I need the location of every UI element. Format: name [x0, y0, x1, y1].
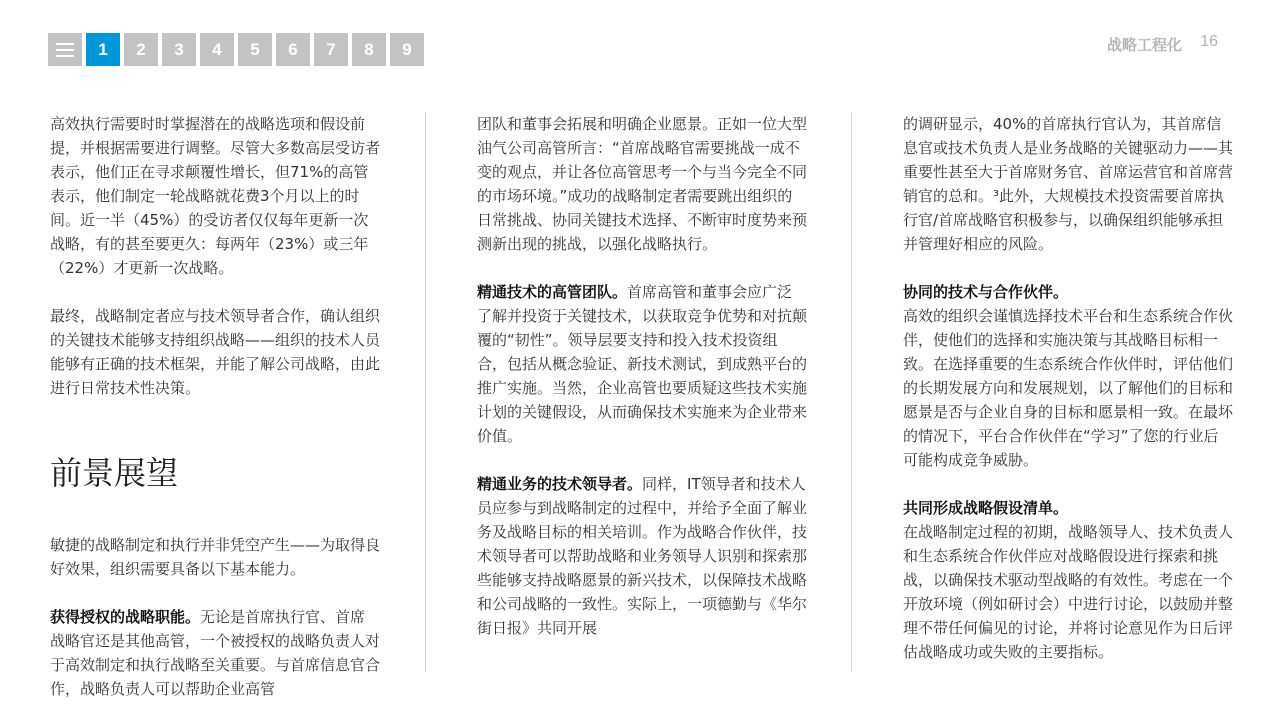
page-nav-4[interactable]: 4	[200, 33, 234, 66]
page-nav-8[interactable]: 8	[352, 33, 386, 66]
paragraph-body: 无论是首席执行官、首席战略官还是其他高管，一个被授权的战略负责人对于高效制定和执行战略至关重要。与首席信息官合作，战略负责人可以帮助企业高管	[50, 608, 381, 698]
page-nav-9[interactable]: 9	[390, 33, 424, 66]
page-nav-3[interactable]: 3	[162, 33, 196, 66]
page-nav-6[interactable]: 6	[276, 33, 310, 66]
paragraph	[477, 280, 807, 448]
text-column-2	[477, 112, 807, 640]
paragraph-body: 首席高管和董事会应广泛了解并投资于关键技术，以获取竞争优势和对抗颠覆的“韧性”。领导层要支持和投入技术投资组合，包括从概念验证、新技术测试，到成熟平台的推广实施。当然，企业高管也要质疑这些技术实施计划的关键假设，从而确保技术实施来为企业带来价值。	[477, 283, 808, 445]
subheading: 协同的技术与合作伙伴。	[903, 283, 1069, 301]
section-title: 战略工程化	[1106, 36, 1182, 54]
page-nav-5[interactable]: 5	[238, 33, 272, 66]
paragraph: 高效的组织会谨慎选择技术平台和生态系统合作伙伴，使他们的选择和实施决策与其战略目标相一致。在选择重要的生态系统合作伙伴时，评估他们的长期发展方向和发展规划，以了解他们的目标和愿景是否与企业自身的目标和愿景相一致。在最坏的情况下，平台合作伙伴在“学习”了您的行业后可能构成竞争威胁。	[903, 307, 1234, 469]
page-number: 16	[1200, 33, 1218, 50]
lead-in: 获得授权的战略职能。	[50, 608, 201, 626]
text-column-1	[50, 112, 380, 701]
page-nav-2[interactable]: 2	[124, 33, 158, 66]
page-navigation	[48, 33, 424, 66]
paragraph	[50, 605, 380, 701]
paragraph: 在战略制定过程的初期，战略领导人、技术负责人和生态系统合作伙伴应对战略假设进行探索和挑战，以确保技术驱动型战略的有效性。考虑在一个开放环境（例如研讨会）中进行讨论，以鼓励并整理不带任何偏见的讨论，并将讨论意见作为日后评估战略成功或失败的主要指标。	[903, 523, 1234, 661]
paragraph: 最终，战略制定者应与技术领导者合作，确认组织的关键技术能够支持组织战略——组织的技术人员能够有正确的技术框架，并能了解公司战略，由此进行日常技术性决策。	[50, 307, 381, 397]
lead-in: 精通业务的技术领导者。	[477, 475, 643, 493]
column-divider	[851, 112, 852, 672]
paragraph: 团队和董事会拓展和明确企业愿景。正如一位大型油气公司高管所言：“首席战略官需要挑战一成不变的观点，并让各位高管思考一个与当今完全不同的市场环境。”成功的战略制定者需要跳出组织的日常挑战、协同关键技术选择、不断审时度势来预测新出现的挑战，以强化战略执行。	[477, 115, 808, 253]
paragraph: 高效执行需要时时掌握潜在的战略选项和假设前提，并根据需要进行调整。尽管大多数高层受访者表示，他们正在寻求颠覆性增长，但71%的高管表示，他们制定一轮战略就花费3个月以上的时间。近一半（45%）的受访者仅仅每年更新一次战略，有的甚至要更久：每两年（23%）或三年（22%）才更新一次战略。	[50, 115, 381, 277]
paragraph	[477, 472, 807, 640]
subheading: 共同形成战略假设清单。	[903, 499, 1069, 517]
hamburger-menu-icon[interactable]	[48, 33, 82, 66]
column-divider	[425, 112, 426, 672]
paragraph: 的调研显示，40%的首席执行官认为，其首席信息官或技术负责人是业务战略的关键驱动力——其重要性甚至大于首席财务官、首席运营官和首席营销官的总和。³此外，大规模技术投资需要首席执行官/首席战略官积极参与，以确保组织能够承担并管理好相应的风险。	[903, 115, 1234, 253]
section-heading: 前景展望	[50, 454, 179, 492]
paragraph-body: 同样，IT领导者和技术人员应参与到战略制定的过程中，并给予全面了解业务及战略目标的相关培训。作为战略合作伙伴，技术领导者可以帮助战略和业务领导人识别和探索那些能够支持战略愿景的新兴技术，以保障技术战略和公司战略的一致性。实际上，一项德勤与《华尔街日报》共同开展	[477, 475, 808, 637]
text-column-3	[903, 112, 1233, 664]
paragraph: 敏捷的战略制定和执行并非凭空产生——为取得良好效果，组织需要具备以下基本能力。	[50, 536, 381, 578]
page-nav-7[interactable]: 7	[314, 33, 348, 66]
page-nav-1[interactable]: 1	[86, 33, 120, 66]
lead-in: 精通技术的高管团队。	[477, 283, 628, 301]
